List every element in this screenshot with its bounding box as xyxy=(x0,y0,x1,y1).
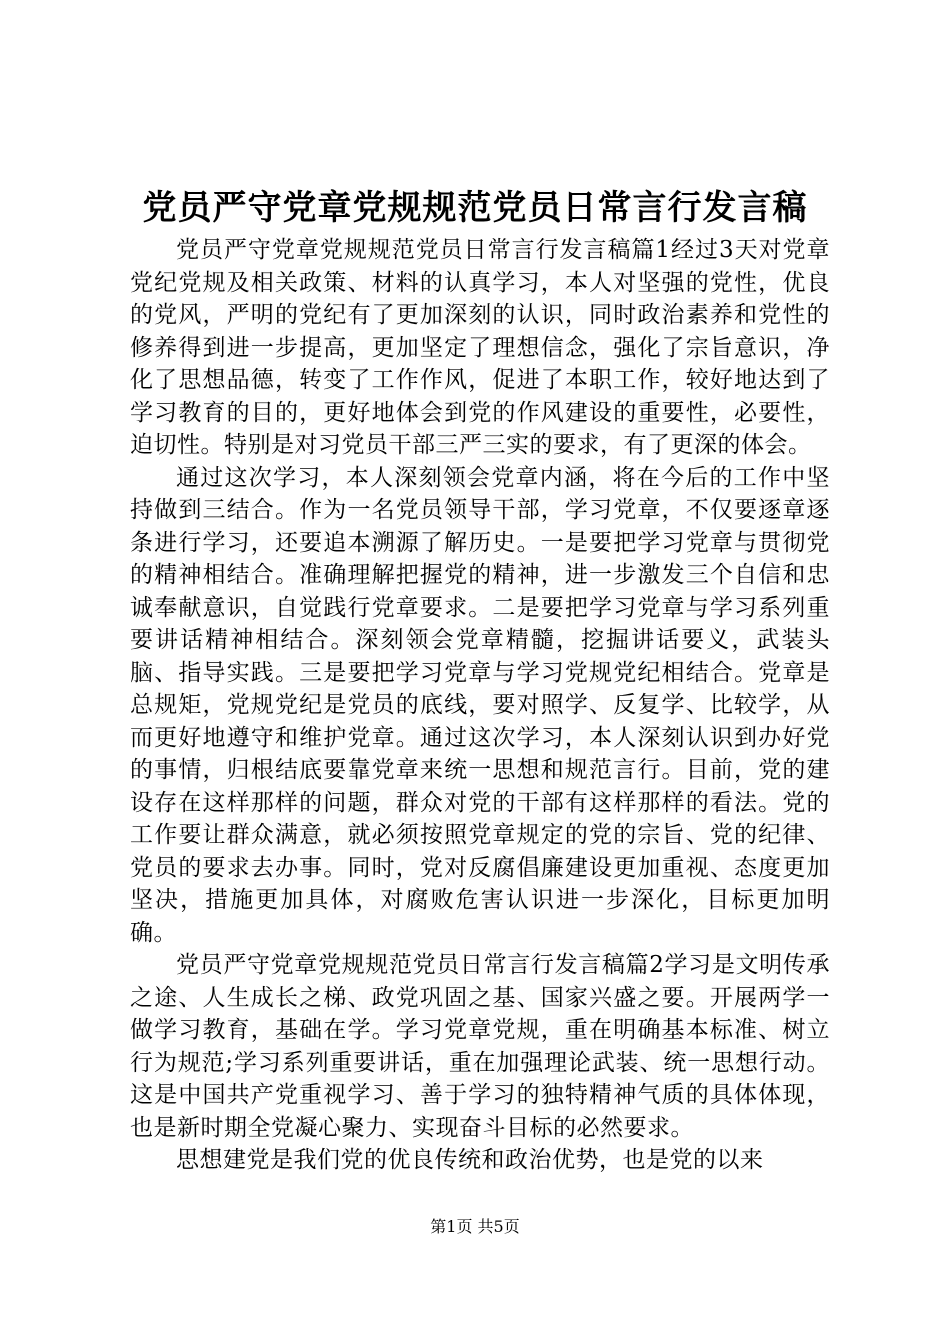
paragraph-1: 党员严守党章党规规范党员日常言行发言稿篇1经过3天对党章党纪党规及相关政策、材料的认真学习，本人对坚强的党性，优良的党风，严明的党纪有了更加深刻的认识，同时政治素养和党性的修养得到进一步提高，更加坚定了理想信念，强化了宗旨意识，净化了思想品德，转变了工作作风，促进了本职工作，较好地达到了学习教育的目的，更好地体会到党的作风建设的重要性，必要性，迫切性。特别是对习党员干部三严三实的要求，有了更深的体会。 xyxy=(130,237,830,458)
page-footer: 第1页 共5页 xyxy=(430,1217,520,1236)
paragraph-3: 党员严守党章党规规范党员日常言行发言稿篇2学习是文明传承之途、人生成长之梯、政党巩固之基、国家兴盛之要。开展两学一做学习教育，基础在学。学习党章党规，重在明确基本标准、树立行为规范;学习系列重要讲话，重在加强理论武装、统一思想行动。这是中国共产党重视学习、善于学习的独特精神气质的具体体现，也是新时期全党凝心聚力、实现奋斗目标的必然要求。 xyxy=(130,952,830,1141)
paragraph-2: 通过这次学习，本人深刻领会党章内涵，将在今后的工作中坚持做到三结合。作为一名党员领导干部，学习党章，不仅要逐章逐条进行学习，还要追本溯源了解历史。一是要把学习党章与贯彻党的精神相结合。准确理解把握党的精神，进一步激发三个自信和忠诚奉献意识，自觉践行党章要求。二是要把学习党章与学习系列重要讲话精神相结合。深刻领会党章精髓，挖掘讲话要义，武装头脑、指导实践。三是要把学习党章与学习党规党纪相结合。党章是总规矩，党规党纪是党员的底线，要对照学、反复学、比较学，从而更好地遵守和维护党章。通过这次学习，本人深刻认识到办好党的事情，归根结底要靠党章来统一思想和规范言行。目前，党的建设存在这样那样的问题，群众对党的干部有这样那样的看法。党的工作要让群众满意，就必须按照党章规定的党的宗旨、党的纪律、党员的要求去办事。同时，党对反腐倡廉建设更加重视、态度更加坚决，措施更加具体，对腐败危害认识进一步深化，目标更加明确。 xyxy=(130,464,830,946)
paragraph-4: 思想建党是我们党的优良传统和政治优势，也是党的以来 xyxy=(176,1147,764,1173)
document-title: 党员严守党章党规规范党员日常言行发言稿 xyxy=(142,188,808,228)
document-body xyxy=(130,234,830,1177)
